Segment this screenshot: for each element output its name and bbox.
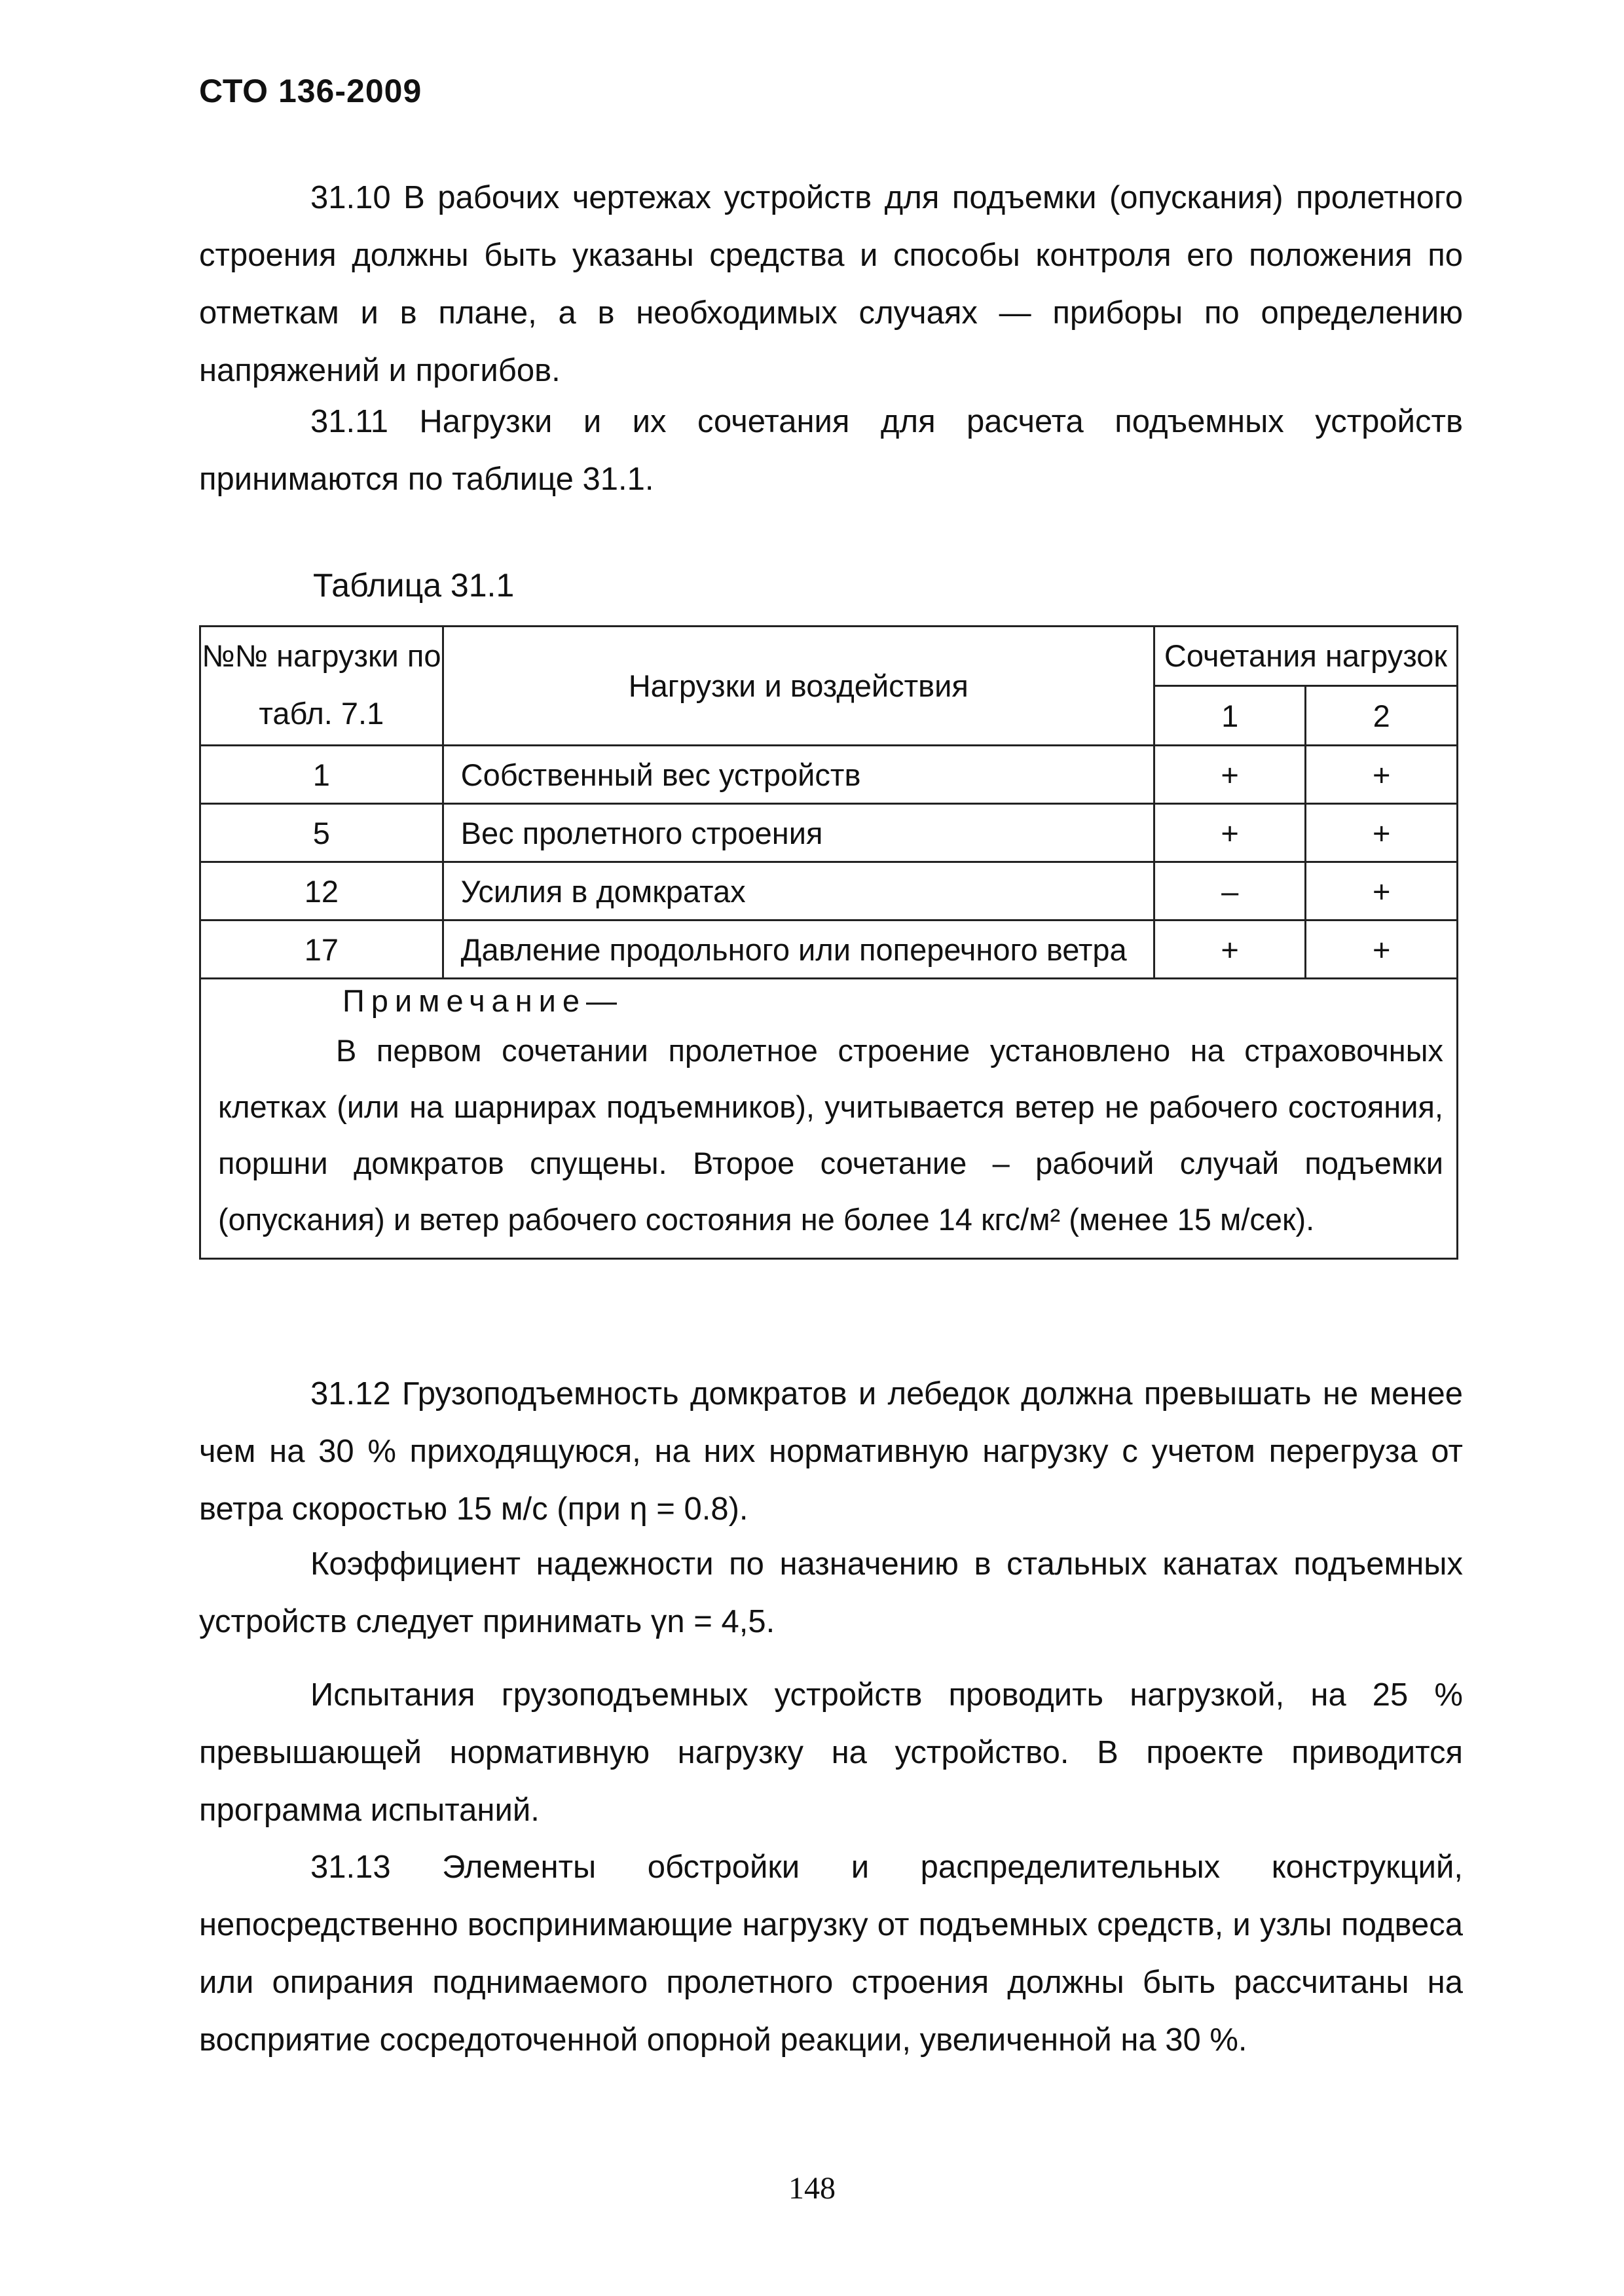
paragraph-testing-text: Испытания грузоподъемных устройств проводить нагрузкой, на 25 % превышающей нормативную нагрузку на устройство. В проекте приводится программа испытаний. bbox=[199, 1677, 1463, 1828]
document-code-header: СТО 136-2009 bbox=[199, 73, 422, 109]
header-load-number: №№ нагрузки по табл. 7.1 bbox=[200, 627, 443, 746]
row-combination-2: + bbox=[1306, 862, 1458, 920]
row-load-description: Усилия в домкратах bbox=[460, 873, 746, 909]
table-row bbox=[200, 862, 1458, 920]
paragraph-31-12-text: 31.12 Грузоподъемность домкратов и лебедок должна превышать не менее чем на 30 % приходящуюся, на них нормативную нагрузку с учетом перегруза от ветра скоростью 15 м/с (при η = 0.8). bbox=[199, 1376, 1463, 1527]
page-number: 148 bbox=[788, 2171, 836, 2206]
paragraph-31-12 bbox=[199, 1365, 1463, 1538]
table-caption: Таблица 31.1 bbox=[313, 567, 515, 604]
note-title: Примечание— bbox=[342, 983, 624, 1018]
table-row bbox=[200, 746, 1458, 804]
paragraph-31-10-text: 31.10 В рабочих чертежах устройств для подъемки (опускания) пролетного строения должны быть указаны средства и способы контроля его положения по отметкам и в плане, а в необходимых случаях — приборы по определению напряжений и прогибов. bbox=[199, 180, 1463, 388]
row-combination-2: + bbox=[1306, 804, 1458, 862]
table-row bbox=[200, 920, 1458, 979]
row-combination-1: – bbox=[1154, 862, 1306, 920]
paragraph-31-13 bbox=[199, 1838, 1463, 2069]
note-body bbox=[218, 1023, 1443, 1248]
table-row bbox=[200, 804, 1458, 862]
row-load-description: Вес пролетного строения bbox=[460, 815, 823, 850]
row-combination-2: + bbox=[1306, 920, 1458, 979]
row-load-description: Давление продольного или поперечного ветра bbox=[460, 932, 1127, 967]
row-combination-2: + bbox=[1306, 746, 1458, 804]
loads-table bbox=[199, 625, 1458, 1260]
paragraph-31-13-text: 31.13 Элементы обстройки и распределительных конструкций, непосредственно воспринимающие нагрузку от подъемных средств, и узлы подвеса или опирания поднимаемого пролетного строения должны быть рассчитаны на восприятие сосредоточенной опорной реакции, увеличенной на 30 %. bbox=[199, 1850, 1463, 2058]
table-note bbox=[200, 979, 1458, 1259]
row-load-number: 17 bbox=[200, 920, 443, 979]
row-combination-1: + bbox=[1154, 804, 1306, 862]
paragraph-coefficient-text: Коэффициент надежности по назначению в стальных канатах подъемных устройств следует принимать γn = 4,5. bbox=[199, 1546, 1463, 1639]
header-combination-1: 1 bbox=[1154, 686, 1306, 746]
header-combinations: Сочетания нагрузок bbox=[1154, 627, 1457, 686]
paragraph-31-11-text: 31.11 Нагрузки и их сочетания для расчета подъемных устройств принимаются по таблице 31.1. bbox=[199, 404, 1463, 497]
header-loads-description: Нагрузки и воздействия bbox=[443, 627, 1154, 746]
row-load-description: Собственный вес устройств bbox=[460, 757, 861, 792]
row-load-number: 1 bbox=[200, 746, 443, 804]
header-combination-2: 2 bbox=[1306, 686, 1458, 746]
paragraph-31-11 bbox=[199, 393, 1463, 508]
paragraph-testing bbox=[199, 1666, 1463, 1839]
paragraph-coefficient bbox=[199, 1535, 1463, 1650]
paragraph-31-10 bbox=[199, 169, 1463, 399]
row-load-number: 5 bbox=[200, 804, 443, 862]
row-combination-1: + bbox=[1154, 746, 1306, 804]
row-load-number: 12 bbox=[200, 862, 443, 920]
row-combination-1: + bbox=[1154, 920, 1306, 979]
note-text: В первом сочетании пролетное строение установлено на страховочных клетках (или на шарнирах подъемников), учитывается ветер не рабочего состояния, поршни домкратов спущены. Второе сочетание – рабочий случай подъемки (опускания) и ветер рабочего состояния не более 14 кгс/м² (менее 15 м/сек). bbox=[218, 1033, 1443, 1237]
